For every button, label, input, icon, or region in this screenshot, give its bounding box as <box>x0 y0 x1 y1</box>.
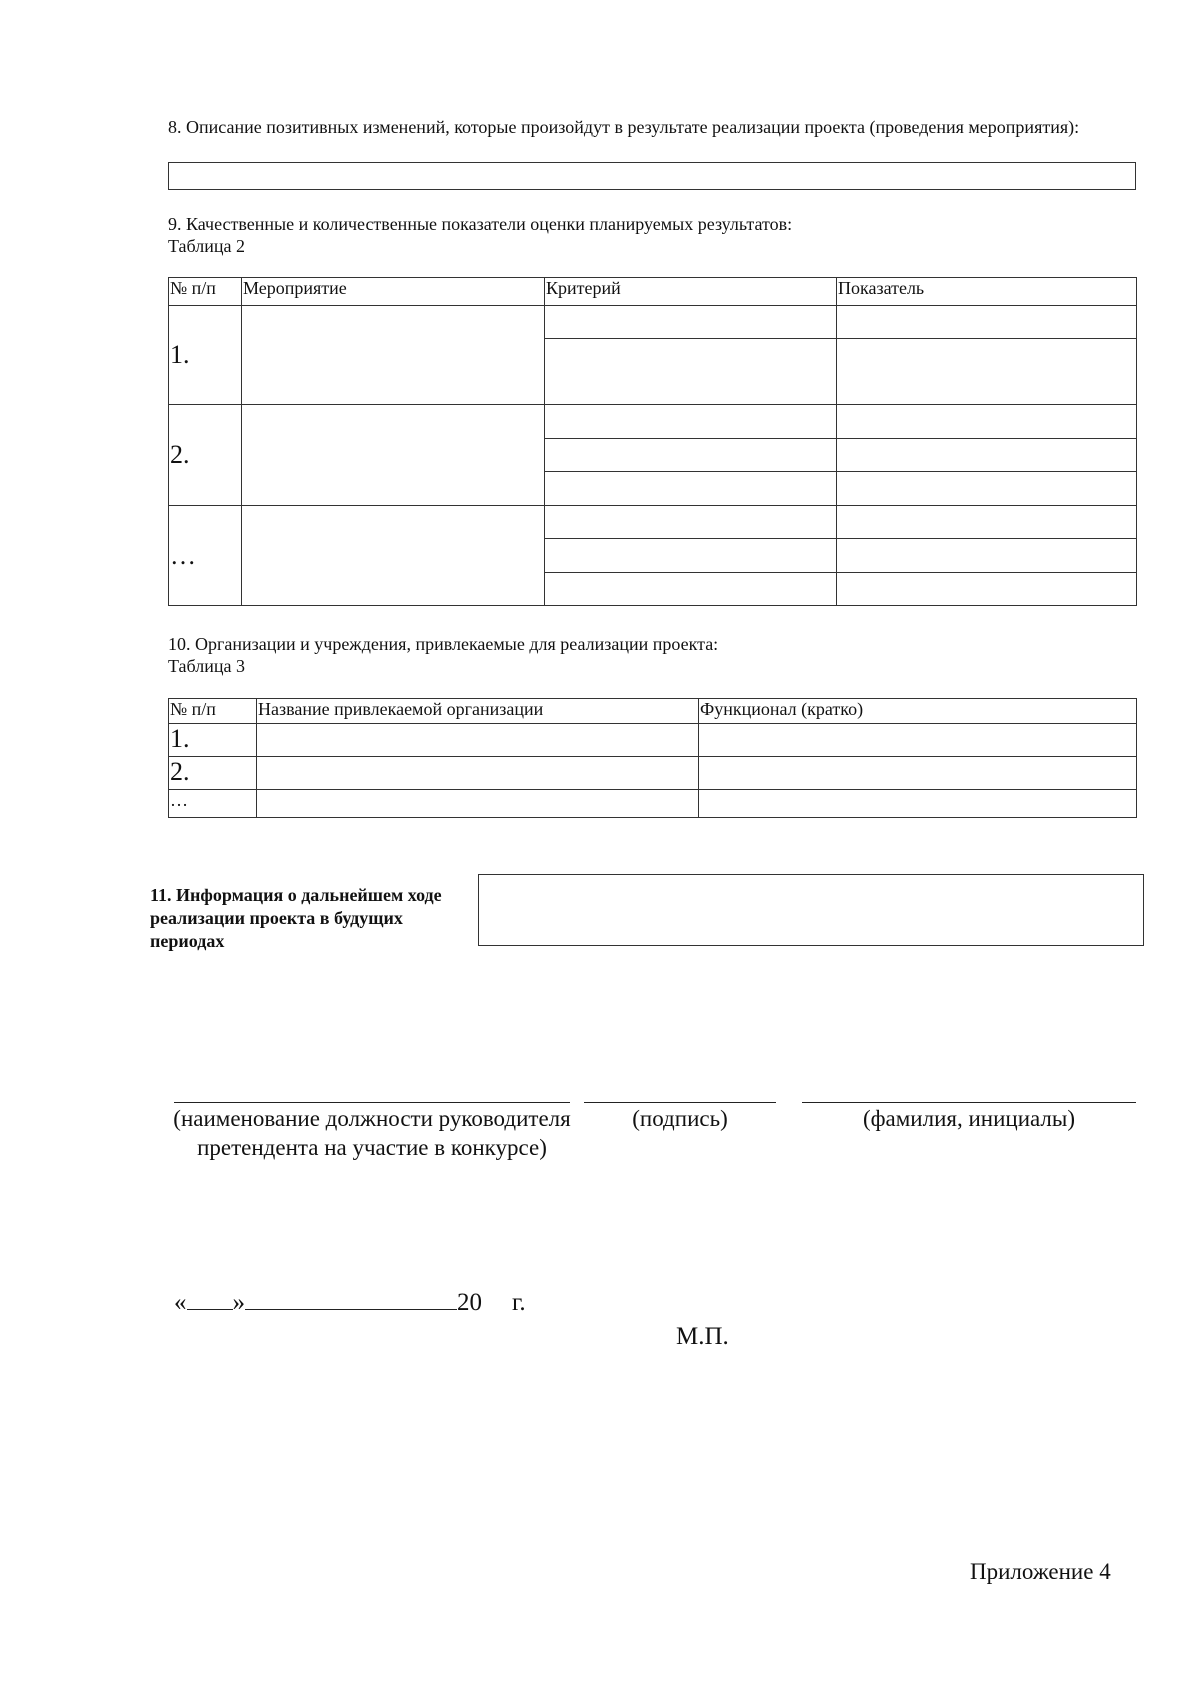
table-3-row-number: 2. <box>169 757 257 790</box>
date-year-prefix: 20 <box>457 1289 482 1316</box>
table-2-event-cell[interactable] <box>242 405 545 506</box>
date-close-quote: » <box>232 1289 245 1316</box>
date-year-suffix: г. <box>512 1289 526 1316</box>
table-row <box>169 405 1137 439</box>
table-3-row-number: … <box>169 790 257 818</box>
appendix-label: Приложение 4 <box>970 1559 1111 1584</box>
table-3-organization-cell[interactable] <box>257 757 699 790</box>
table-2-row-number: 1. <box>169 306 242 405</box>
position-signature-line[interactable] <box>174 1102 570 1103</box>
signature-caption: (подпись) <box>632 1106 728 1131</box>
table-2-criterion-cell[interactable] <box>545 539 837 573</box>
section-8-title: 8. Описание позитивных изменений, которые произойдут в результате реализации проекта (проведения мероприятия): <box>168 117 1080 137</box>
table-3-organization-cell[interactable] <box>257 790 699 818</box>
table-row <box>169 757 1137 790</box>
table-2-caption: Таблица 2 <box>168 236 245 256</box>
table-2-indicator-cell[interactable] <box>837 405 1137 439</box>
table-2-criterion-cell[interactable] <box>545 405 837 439</box>
table-3-function-cell[interactable] <box>699 790 1137 818</box>
table-3-header-organization: Название привлекаемой организации <box>257 699 699 724</box>
name-caption: (фамилия, инициалы) <box>862 1106 1076 1131</box>
table-3-function-cell[interactable] <box>699 757 1137 790</box>
name-signature-line[interactable] <box>802 1102 1136 1103</box>
table-2-header-indicator: Показатель <box>837 278 1137 306</box>
table-row <box>169 306 1137 339</box>
section-10-title: 10. Организации и учреждения, привлекаемые для реализации проекта: <box>168 634 719 654</box>
stamp-label: М.П. <box>676 1323 729 1350</box>
table-2-event-cell[interactable] <box>242 506 545 606</box>
table-2-row-number: … <box>169 506 242 606</box>
table-2-criterion-cell[interactable] <box>545 472 837 506</box>
table-row <box>169 790 1137 818</box>
table-2-header-event: Мероприятие <box>242 278 545 306</box>
date-month-blank[interactable] <box>245 1287 457 1310</box>
table-row <box>169 724 1137 757</box>
table-row <box>169 506 1137 539</box>
table-3-header-row <box>169 699 1137 724</box>
table-2-criterion-cell[interactable] <box>545 573 837 606</box>
date-day-blank[interactable] <box>187 1287 233 1310</box>
table-2-indicator-cell[interactable] <box>837 339 1137 405</box>
table-2-row-number: 2. <box>169 405 242 506</box>
table-2-header-criterion: Критерий <box>545 278 837 306</box>
table-2-indicator-cell[interactable] <box>837 573 1137 606</box>
table-2-header-row <box>169 278 1137 306</box>
position-caption: (наименование должности руководителя претендента на участие в конкурсе) <box>173 1106 571 1160</box>
date-open-quote: « <box>174 1289 187 1316</box>
table-2-indicator-cell[interactable] <box>837 439 1137 472</box>
table-2-indicator-cell[interactable] <box>837 472 1137 506</box>
table-3-caption: Таблица 3 <box>168 656 245 676</box>
section-9-title: 9. Качественные и количественные показатели оценки планируемых результатов: <box>168 214 793 234</box>
table-3-header-function: Функционал (кратко) <box>699 699 1137 724</box>
table-2-criterion-cell[interactable] <box>545 506 837 539</box>
table-2-event-cell[interactable] <box>242 306 545 405</box>
table-2-indicator-cell[interactable] <box>837 506 1137 539</box>
signature-line[interactable] <box>584 1102 776 1103</box>
table-2-indicator-cell[interactable] <box>837 539 1137 573</box>
table-3-row-number: 1. <box>169 724 257 757</box>
table-2-indicator-cell[interactable] <box>837 306 1137 339</box>
table-2-criterion-cell[interactable] <box>545 339 837 405</box>
section-8-input-box[interactable] <box>168 162 1136 190</box>
table-3-function-cell[interactable] <box>699 724 1137 757</box>
table-3-header-number: № п/п <box>169 699 257 724</box>
section-11-title: 11. Информация о дальнейшем ходе реализации проекта в будущих периодах <box>150 885 442 951</box>
table-2-header-number: № п/п <box>169 278 242 306</box>
table-2-criterion-cell[interactable] <box>545 439 837 472</box>
table-3-organization-cell[interactable] <box>257 724 699 757</box>
table-3 <box>168 698 1137 818</box>
date-row <box>174 1287 526 1319</box>
table-2 <box>168 277 1137 606</box>
table-2-criterion-cell[interactable] <box>545 306 837 339</box>
section-11-input-box[interactable] <box>478 874 1144 946</box>
